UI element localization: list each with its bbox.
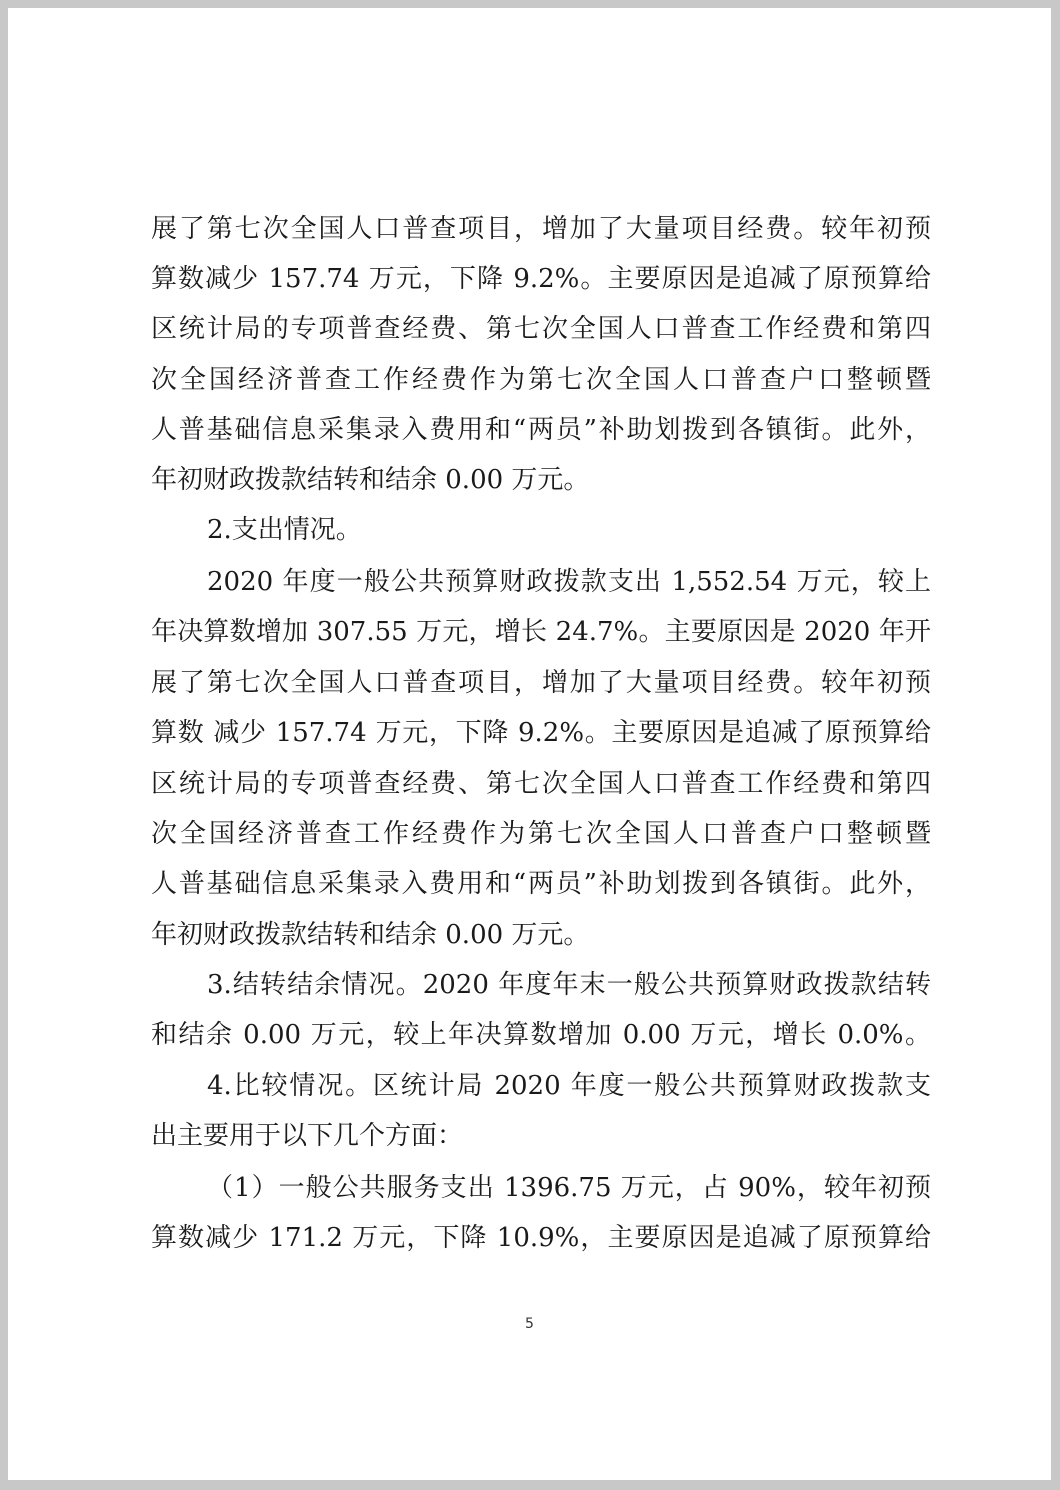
document-page xyxy=(8,8,1051,1480)
page-number: 5 xyxy=(525,1316,534,1332)
text-line: 算数 减少 157.74 万元，下降 9.2%。主要原因是追减了原预算给 xyxy=(151,718,931,748)
text-line: 次全国经济普查工作经费作为第七次全国人口普查户口整顿暨 xyxy=(151,365,931,395)
text-line: 出主要用于以下几个方面： xyxy=(151,1121,464,1151)
text-line: 2020 年度一般公共预算财政拨款支出 1,552.54 万元，较上 xyxy=(207,567,931,597)
text-line: 3.结转结余情况。2020 年度年末一般公共预算财政拨款结转 xyxy=(207,970,931,1000)
text-line: 年初财政拨款结转和结余 0.00 万元。 xyxy=(151,920,590,950)
section-heading-expenditure: 2.支出情况。 xyxy=(207,515,362,545)
text-line: 算数减少 171.2 万元，下降 10.9%，主要原因是追减了原预算给 xyxy=(151,1223,931,1253)
text-line: 展了第七次全国人口普查项目，增加了大量项目经费。较年初预 xyxy=(151,668,931,698)
text-line: 人普基础信息采集录入费用和“两员”补助划拨到各镇街。此外， xyxy=(151,869,931,899)
text-line: （1）一般公共服务支出 1396.75 万元，占 90%，较年初预 xyxy=(207,1173,931,1203)
text-line: 区统计局的专项普查经费、第七次全国人口普查工作经费和第四 xyxy=(151,314,931,344)
text-line: 展了第七次全国人口普查项目，增加了大量项目经费。较年初预 xyxy=(151,214,931,244)
text-line: 和结余 0.00 万元，较上年决算数增加 0.00 万元，增长 0.0%。 xyxy=(151,1020,931,1050)
text-line: 年初财政拨款结转和结余 0.00 万元。 xyxy=(151,465,590,495)
text-line: 年决算数增加 307.55 万元，增长 24.7%。主要原因是 2020 年开 xyxy=(151,617,931,647)
text-line: 区统计局的专项普查经费、第七次全国人口普查工作经费和第四 xyxy=(151,769,931,799)
text-line: 人普基础信息采集录入费用和“两员”补助划拨到各镇街。此外， xyxy=(151,415,931,445)
text-line: 次全国经济普查工作经费作为第七次全国人口普查户口整顿暨 xyxy=(151,819,931,849)
text-line: 4.比较情况。区统计局 2020 年度一般公共预算财政拨款支 xyxy=(207,1071,931,1101)
text-line: 算数减少 157.74 万元，下降 9.2%。主要原因是追减了原预算给 xyxy=(151,264,931,294)
